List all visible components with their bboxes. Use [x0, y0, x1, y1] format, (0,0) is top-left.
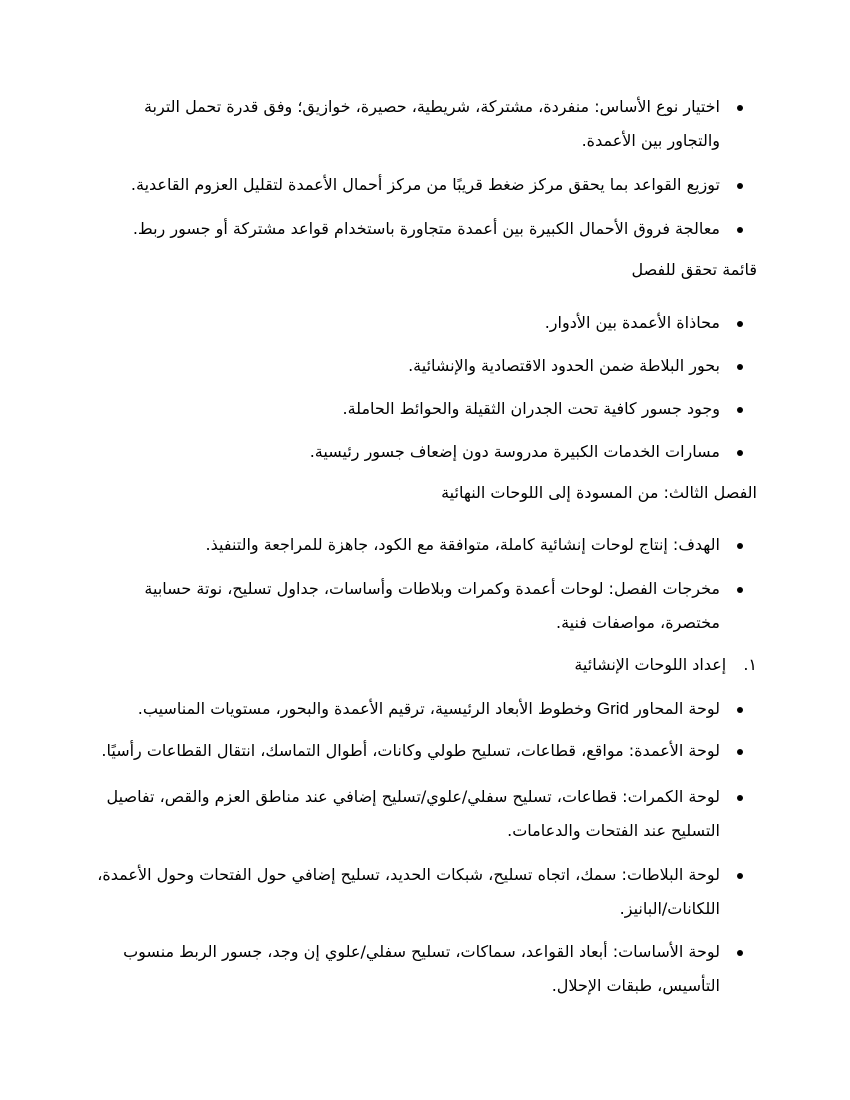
bullet-icon [737, 227, 743, 233]
list-item-text: توزيع القواعد بما يحقق مركز ضغط قريبًا من مركز أحمال الأعمدة لتقليل العزوم القاعدية. [130, 175, 720, 194]
list-item [90, 168, 720, 202]
bullet-icon [737, 749, 743, 755]
subsection-number: ١. [743, 655, 757, 674]
bullet-icon [737, 105, 743, 111]
list-item [90, 572, 720, 640]
list-item [90, 435, 720, 469]
list-item-text-post: وخطوط الأبعاد الرئيسية، ترقيم الأعمدة والبحور، مستويات المناسيب. [137, 699, 597, 718]
bullet-icon [737, 543, 743, 549]
list-item-text: لوحة الكمرات: قطاعات، تسليح سفلي/علوي/تسليح إضافي عند مناطق العزم والقص، تفاصيل التسليح عند الفتحات والدعامات. [106, 787, 720, 840]
list-item-text: لوحة الأساسات: أبعاد القواعد، سماكات، تسليح سفلي/علوي إن وجد، جسور الربط منسوب التأسيس، طبقات الإحلال. [123, 942, 720, 995]
list-item [90, 734, 720, 768]
list-item [90, 392, 720, 426]
subsection-heading [90, 648, 757, 682]
list-item-text: مسارات الخدمات الكبيرة مدروسة دون إضعاف جسور رئيسية. [309, 442, 720, 461]
bullet-icon [737, 450, 743, 456]
list-item [90, 858, 720, 926]
list-item-text: لوحة الأعمدة: مواقع، قطاعات، تسليح طولي وكانات، أطوال التماسك، انتقال القطاعات رأسيًا. [101, 741, 720, 760]
chapter-heading: الفصل الثالث: من المسودة إلى اللوحات النهائية [441, 483, 757, 502]
bullet-icon [737, 321, 743, 327]
list-item [90, 306, 720, 340]
list-item-text: وجود جسور كافية تحت الجدران الثقيلة والحوائط الحاملة. [342, 399, 720, 418]
list-item [90, 90, 720, 158]
bullet-icon [737, 795, 743, 801]
section-heading: قائمة تحقق للفصل [631, 260, 757, 279]
bullet-icon [737, 950, 743, 956]
list-item-text-latin: Grid [596, 699, 629, 718]
list-item-text: محاذاة الأعمدة بين الأدوار. [544, 313, 720, 332]
bullet-icon [737, 587, 743, 593]
bullet-icon [737, 364, 743, 370]
list-item [90, 349, 720, 383]
list-item-text-pre: لوحة المحاور [628, 699, 720, 718]
list-item [90, 780, 720, 848]
bullet-icon [737, 707, 743, 713]
list-item-text: الهدف: إنتاج لوحات إنشائية كاملة، متوافقة مع الكود، جاهزة للمراجعة والتنفيذ. [205, 535, 720, 554]
list-item-text: لوحة البلاطات: سمك، اتجاه تسليح، شبكات الحديد، تسليح إضافي حول الفتحات وحول الأعمدة، اللكانات/البانيز. [97, 865, 720, 918]
list-item-text: اختيار نوع الأساس: منفردة، مشتركة، شريطية، حصيرة، خوازيق؛ وفق قدرة تحمل التربة والتجاور بين الأعمدة. [143, 97, 720, 150]
list-item [90, 692, 720, 726]
list-item-text: مخرجات الفصل: لوحات أعمدة وكمرات وبلاطات وأساسات، جداول تسليح، نوتة حسابية مختصرة، مواصفات فنية. [144, 579, 720, 632]
list-item-text: معالجة فروق الأحمال الكبيرة بين أعمدة متجاورة باستخدام قواعد مشتركة أو جسور ربط. [132, 219, 720, 238]
bullet-icon [737, 183, 743, 189]
subsection-title: إعداد اللوحات الإنشائية [574, 655, 727, 674]
list-item [90, 528, 720, 562]
list-item [90, 935, 720, 1003]
list-item [90, 212, 720, 246]
bullet-icon [737, 873, 743, 879]
bullet-icon [737, 407, 743, 413]
list-item-text: بحور البلاطة ضمن الحدود الاقتصادية والإنشائية. [408, 356, 720, 375]
